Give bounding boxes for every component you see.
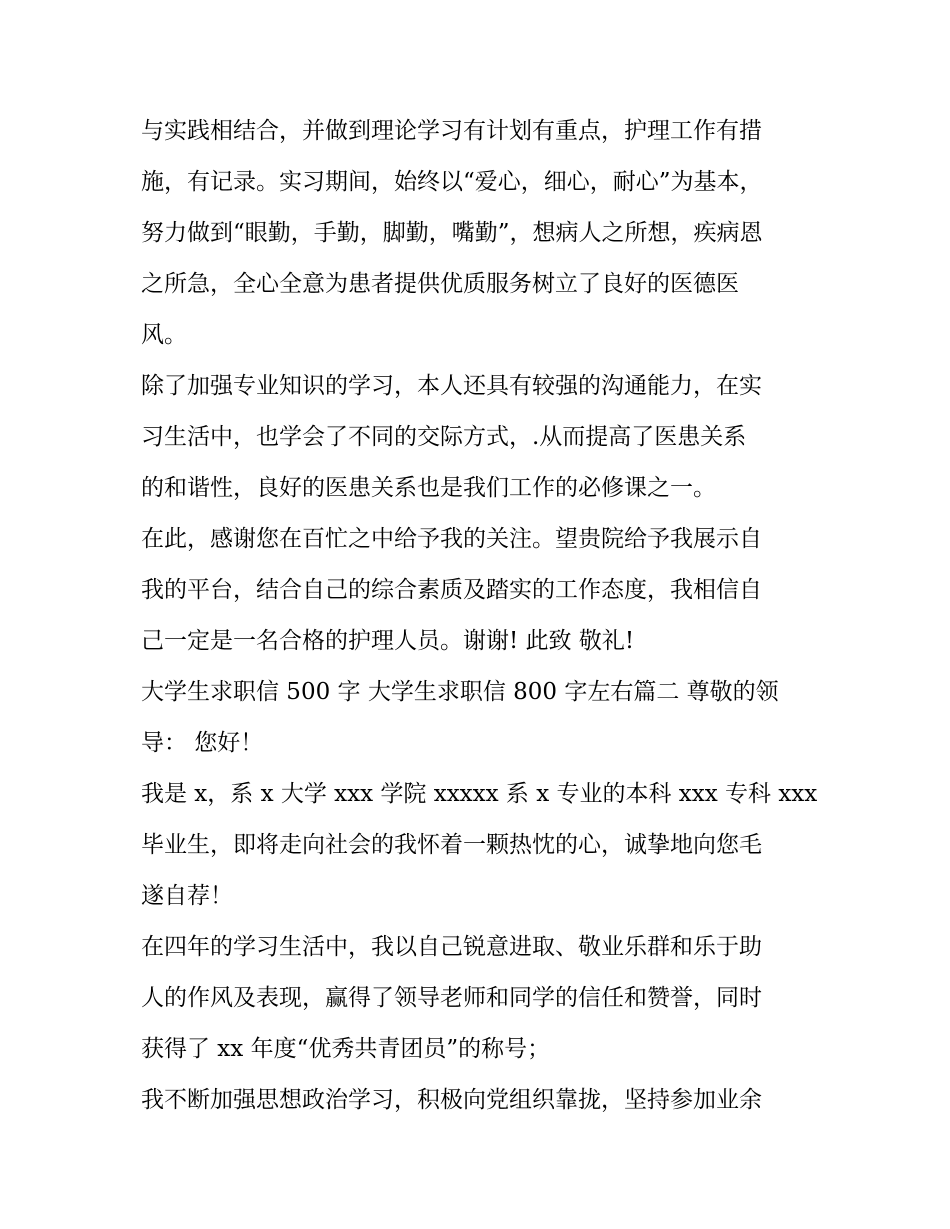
- text-line: 获得了 xx 年度“优秀共青团员”的称号；: [141, 1036, 551, 1062]
- text-line: 大学生求职信 500 字 大学生求职信 800 字左右篇二 尊敬的领: [141, 679, 779, 705]
- text-line: 我不断加强思想政治学习，积极向党组织靠拢，坚持参加业余: [141, 1087, 762, 1113]
- text-line: 在此，感谢您在百忙之中给予我的关注。望贵院给予我展示自: [141, 526, 762, 552]
- text-line: 在四年的学习生活中，我以自己锐意进取、敬业乐群和乐于助: [141, 934, 762, 960]
- text-line: 与实践相结合，并做到理论学习有计划有重点，护理工作有措: [141, 118, 762, 144]
- text-line: 努力做到“眼勤，手勤，脚勤，嘴勤”，想病人之所想，疾病恩: [141, 220, 763, 246]
- text-line: 除了加强专业知识的学习，本人还具有较强的沟通能力，在实: [141, 373, 762, 399]
- document-page: [141, 106, 821, 1126]
- text-line: 习生活中，也学会了不同的交际方式，.从而提高了医患关系: [141, 424, 747, 450]
- text-line: 风。: [141, 322, 187, 348]
- text-line: 遂自荐！: [141, 883, 233, 909]
- text-line: 人的作风及表现，赢得了领导老师和同学的信任和赞誉，同时: [141, 985, 762, 1011]
- text-line: 毕业生，即将走向社会的我怀着一颗热忱的心，诚挚地向您毛: [141, 832, 762, 858]
- text-line: 导： 您好！: [141, 730, 264, 756]
- text-line: 之所急，全心全意为患者提供优质服务树立了良好的医德医: [141, 271, 739, 297]
- text-line: 己一定是一名合格的护理人员。谢谢! 此致 敬礼!: [141, 628, 635, 654]
- text-line: 我是 x，系 x 大学 xxx 学院 xxxxx 系 x 专业的本科 xxx 专科 xxx: [141, 781, 818, 807]
- text-line: 施，有记录。实习期间，始终以“爱心，细心，耐心”为基本，: [141, 169, 763, 195]
- text-line: 的和谐性，良好的医患关系也是我们工作的必修课之一。: [141, 475, 716, 501]
- text-line: 我的平台，结合自己的综合素质及踏实的工作态度，我相信自: [141, 577, 762, 603]
